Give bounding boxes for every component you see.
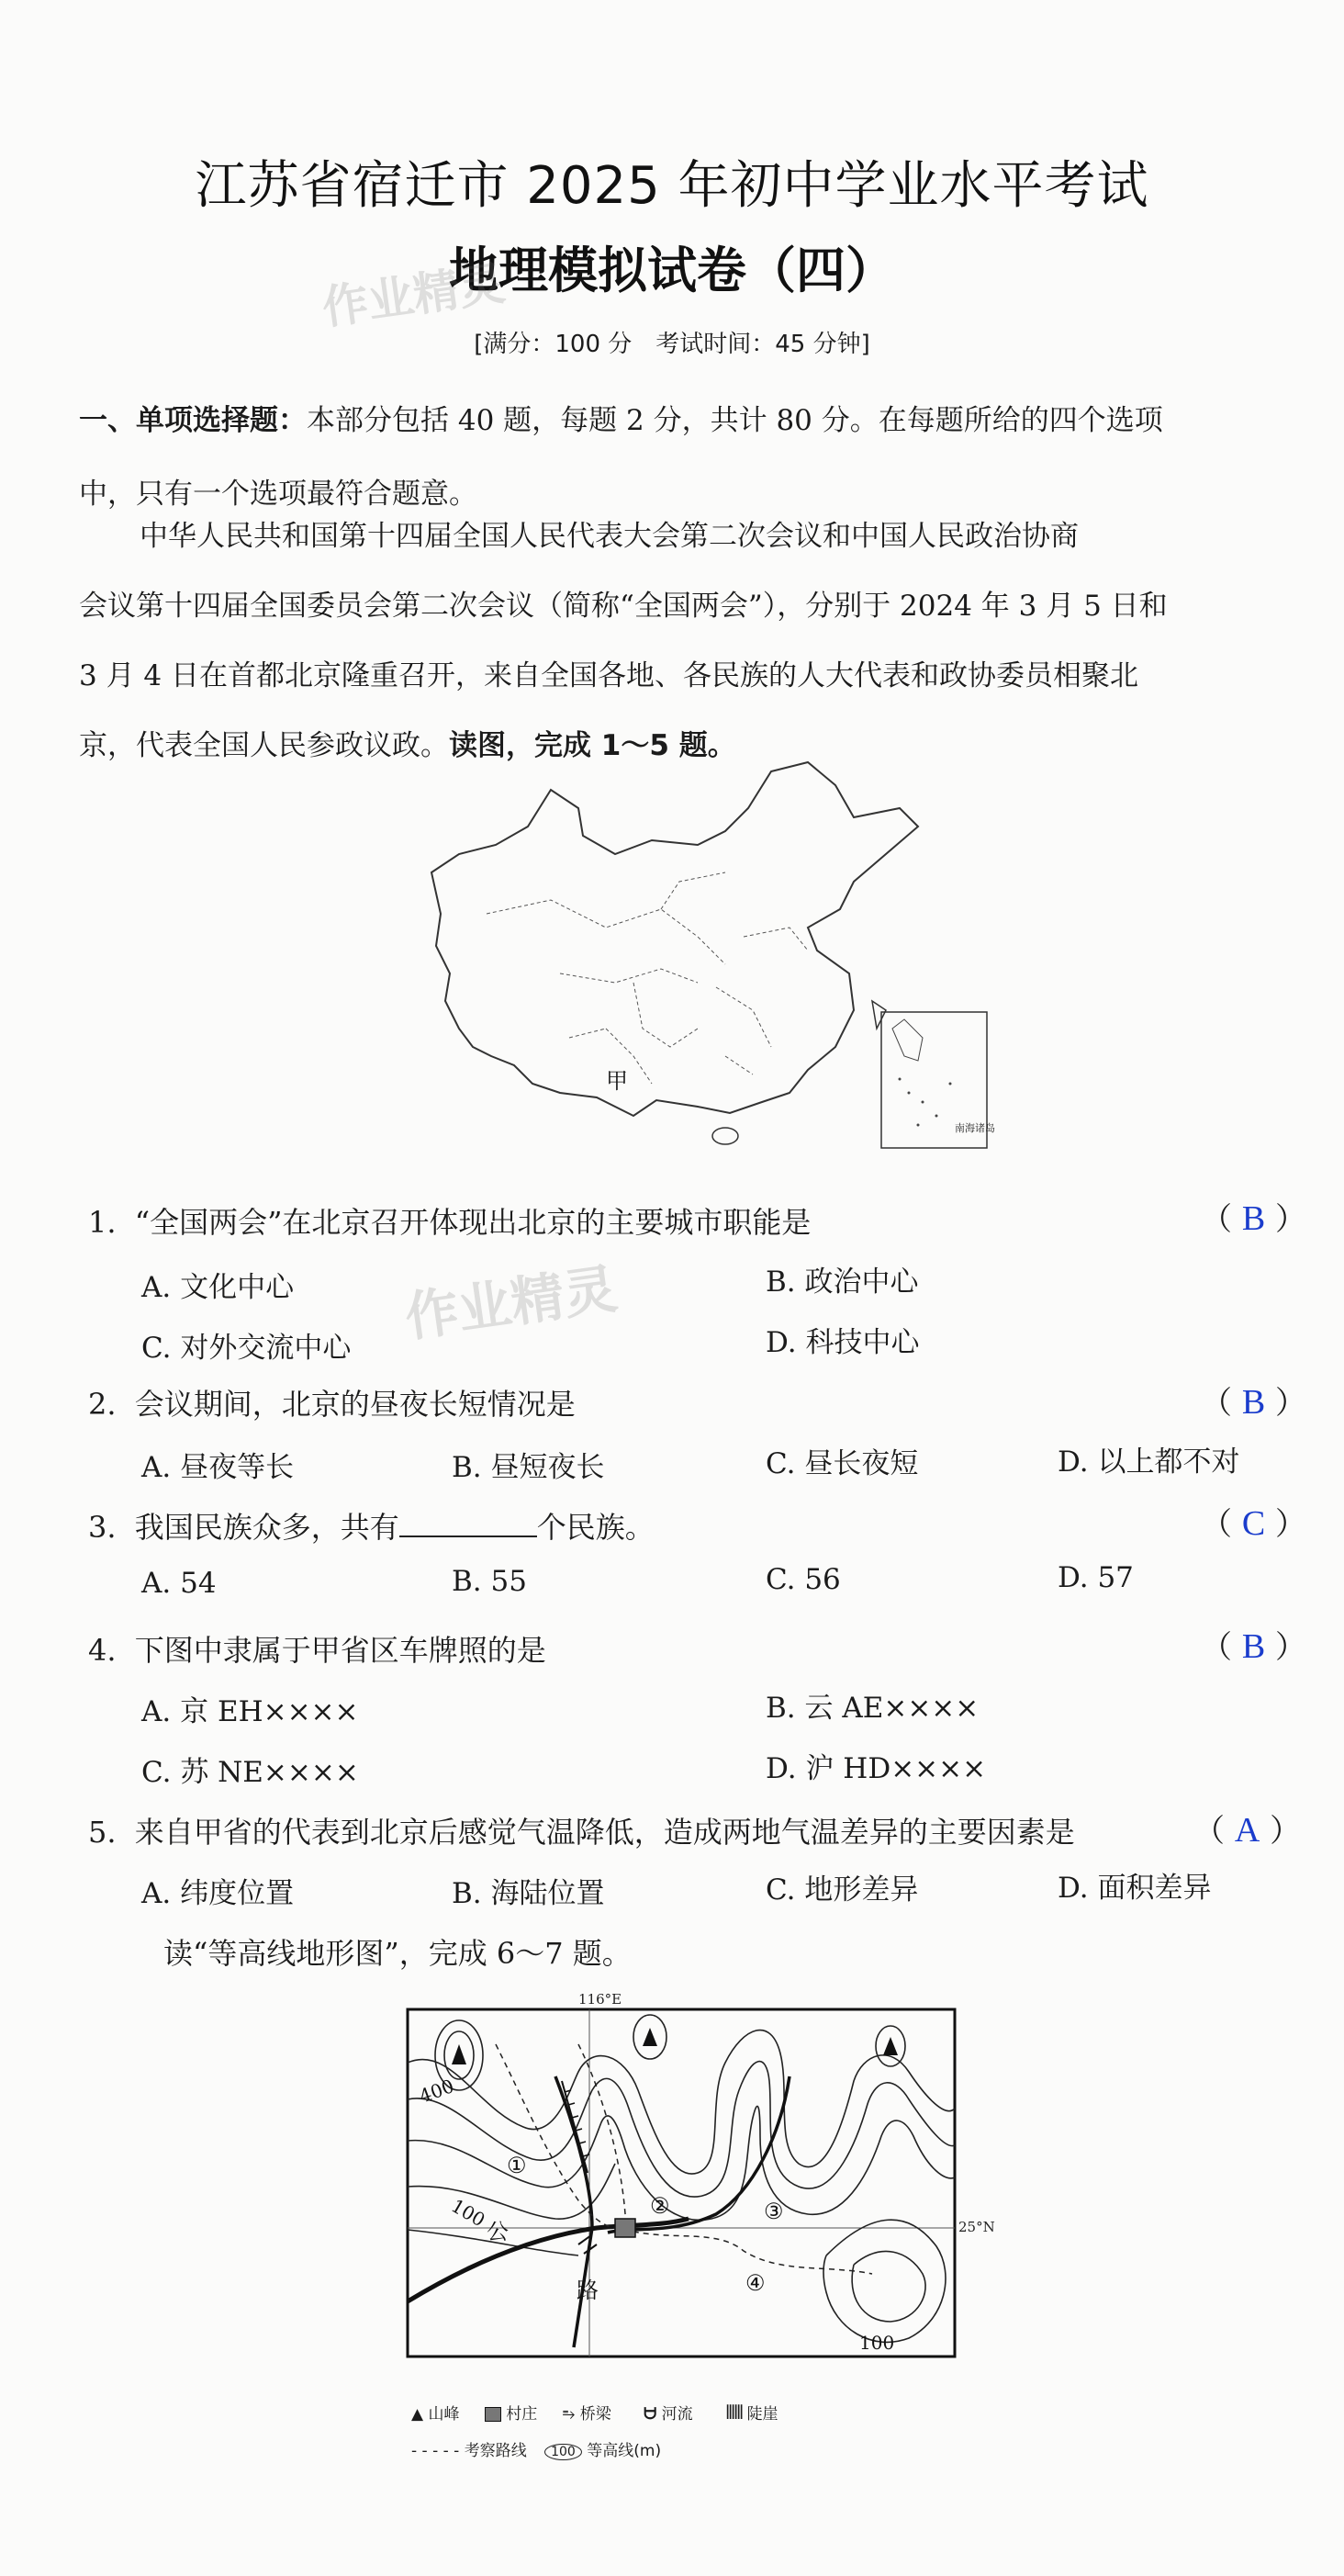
q4-answer: B: [1241, 1627, 1266, 1666]
map-legend: [411, 2401, 999, 2424]
q3-option-b: B. 55: [452, 1565, 527, 1598]
q5-number: 5.: [88, 1815, 117, 1850]
river-icon: ᗨ: [644, 2405, 657, 2424]
section1-heading: 一、单项选择题：: [79, 404, 307, 437]
section1-intro-line2: 中，只有一个选项最符合题意。: [79, 478, 477, 511]
passage-line4: 京，代表全国人民参政议政。: [79, 729, 449, 762]
legend-village: 村庄: [506, 2405, 538, 2424]
road-label-lu: 路: [577, 2278, 599, 2303]
inset-label: 南海诸岛: [955, 1122, 995, 1134]
legend-peak: 山峰: [428, 2405, 460, 2424]
contour-label-100-left: 100: [447, 2194, 489, 2232]
question-4: [88, 1627, 546, 1670]
q1-option-d: D. 科技中心: [766, 1326, 920, 1359]
question-1: [88, 1199, 811, 1242]
route-point-3: ③: [764, 2199, 784, 2224]
q4-answer-box: （ B ）: [1201, 1627, 1306, 1666]
q5-stem: 来自甲省的代表到北京后感觉气温降低，造成两地气温差异的主要因素是: [134, 1815, 1075, 1850]
watermark: 作业精灵: [319, 256, 509, 335]
contour-icon: 100: [544, 2444, 582, 2460]
q4-number: 4.: [88, 1633, 117, 1668]
q1-option-a: A. 文化中心: [141, 1271, 295, 1304]
q1-option-b: B. 政治中心: [766, 1266, 919, 1299]
q2-option-b: B. 昼短夜长: [452, 1451, 605, 1484]
q5-option-a: A. 纬度位置: [141, 1877, 295, 1910]
q3-answer-box: （ C ）: [1201, 1504, 1306, 1543]
q2-number: 2.: [88, 1387, 117, 1422]
contour-label-100-right: 100: [859, 2332, 895, 2354]
q2-answer: B: [1241, 1383, 1266, 1422]
question-5: [88, 1809, 1075, 1851]
q1-answer: B: [1241, 1199, 1266, 1238]
route-icon: - - - - -: [411, 2442, 460, 2460]
q2-option-c: C. 昼长夜短: [766, 1447, 919, 1480]
exam-subtitle: 地理模拟试卷（四）: [449, 242, 895, 299]
province-label-jia: 甲: [606, 1068, 628, 1094]
latitude-label: 25°N: [958, 2219, 995, 2235]
reading-passage: [79, 501, 1291, 781]
route-point-1: ①: [507, 2153, 527, 2178]
passage-line2: 会议第十四届全国委员会第二次会议（简称“全国两会”），分别于 2024 年 3 月 5 日和: [79, 590, 1168, 623]
q5-answer: A: [1234, 1811, 1260, 1850]
contour-label-400: 400: [416, 2075, 457, 2108]
q1-option-c: C. 对外交流中心: [141, 1332, 352, 1365]
q3-option-d: D. 57: [1058, 1561, 1134, 1594]
legend-bridge: 桥梁: [579, 2405, 611, 2424]
q2-stem: 会议期间，北京的昼夜长短情况是: [134, 1387, 576, 1422]
q4-stem: 下图中隶属于甲省区车牌照的是: [134, 1633, 546, 1668]
legend-cliff: 陡崖: [746, 2405, 778, 2424]
question-3: [88, 1504, 655, 1547]
watermark-2: 作业精灵: [401, 1257, 622, 1349]
q2-option-a: A. 昼夜等长: [141, 1451, 295, 1484]
q1-number: 1.: [88, 1205, 117, 1240]
question-2: [88, 1381, 576, 1423]
passage-line3: 3 月 4 日在首都北京隆重召开，来自全国各地、各民族的人大代表和政协委员相聚北: [79, 659, 1139, 692]
route-point-2: ②: [650, 2193, 670, 2219]
section1-intro-line1: 本部分包括 40 题，每题 2 分，共计 80 分。在每题所给的四个选项: [307, 404, 1163, 437]
legend-contour: 等高线(m): [587, 2442, 662, 2460]
q2-answer-box: （ B ）: [1201, 1383, 1306, 1422]
china-map: [422, 753, 1010, 1166]
q3-number: 3.: [88, 1510, 117, 1545]
passage-line1: 中华人民共和国第十四届全国人民代表大会第二次会议和中国人民政治协商: [140, 520, 1079, 553]
contour-map: [395, 1989, 1019, 2421]
village-icon: [485, 2407, 501, 2422]
q4-option-c: C. 苏 NE××××: [141, 1756, 359, 1789]
q2-option-d: D. 以上都不对: [1058, 1445, 1240, 1479]
q5-option-c: C. 地形差异: [766, 1873, 919, 1907]
passage-instruction: 读图，完成 1～5 题。: [449, 729, 736, 762]
route-point-4: ④: [745, 2270, 766, 2296]
q3-option-c: C. 56: [766, 1563, 841, 1596]
q4-option-d: D. 沪 HD××××: [766, 1752, 987, 1785]
q5-answer-box: （ A ）: [1193, 1811, 1302, 1850]
q4-option-b: B. 云 AE××××: [766, 1692, 980, 1725]
longitude-label: 116°E: [578, 1991, 622, 2008]
q3-answer: C: [1241, 1504, 1266, 1543]
road-label-gong: 公: [487, 2219, 509, 2244]
exam-meta: [满分：100 分 考试时间：45 分钟]: [474, 331, 870, 358]
map-legend-row2: [411, 2437, 999, 2460]
q4-option-a: A. 京 EH××××: [141, 1695, 359, 1728]
q3-stem-b: 个民族。: [536, 1510, 655, 1545]
legend-river: 河流: [661, 2405, 693, 2424]
q3-stem-a: 我国民族众多，共有: [134, 1510, 399, 1545]
legend-route: 考察路线: [464, 2442, 527, 2460]
exam-title: 江苏省宿迁市 2025 年初中学业水平考试: [195, 156, 1149, 216]
bridge-icon: ⥱: [562, 2405, 576, 2424]
q1-answer-box: （ B ）: [1201, 1199, 1306, 1238]
q5-option-d: D. 面积差异: [1058, 1872, 1212, 1905]
cliff-icon: ꟾꟾꟾꟾꟾꟾ: [725, 2405, 743, 2424]
peak-icon: ▲: [411, 2405, 424, 2424]
q5-option-b: B. 海陆位置: [452, 1877, 605, 1910]
q1-stem: “全国两会”在北京召开体现出北京的主要城市职能是: [134, 1205, 812, 1240]
q3-blank: [399, 1508, 537, 1537]
q3-option-a: A. 54: [141, 1567, 217, 1600]
contour-intro: 读“等高线地形图”，完成 6～7 题。: [163, 1936, 632, 1971]
